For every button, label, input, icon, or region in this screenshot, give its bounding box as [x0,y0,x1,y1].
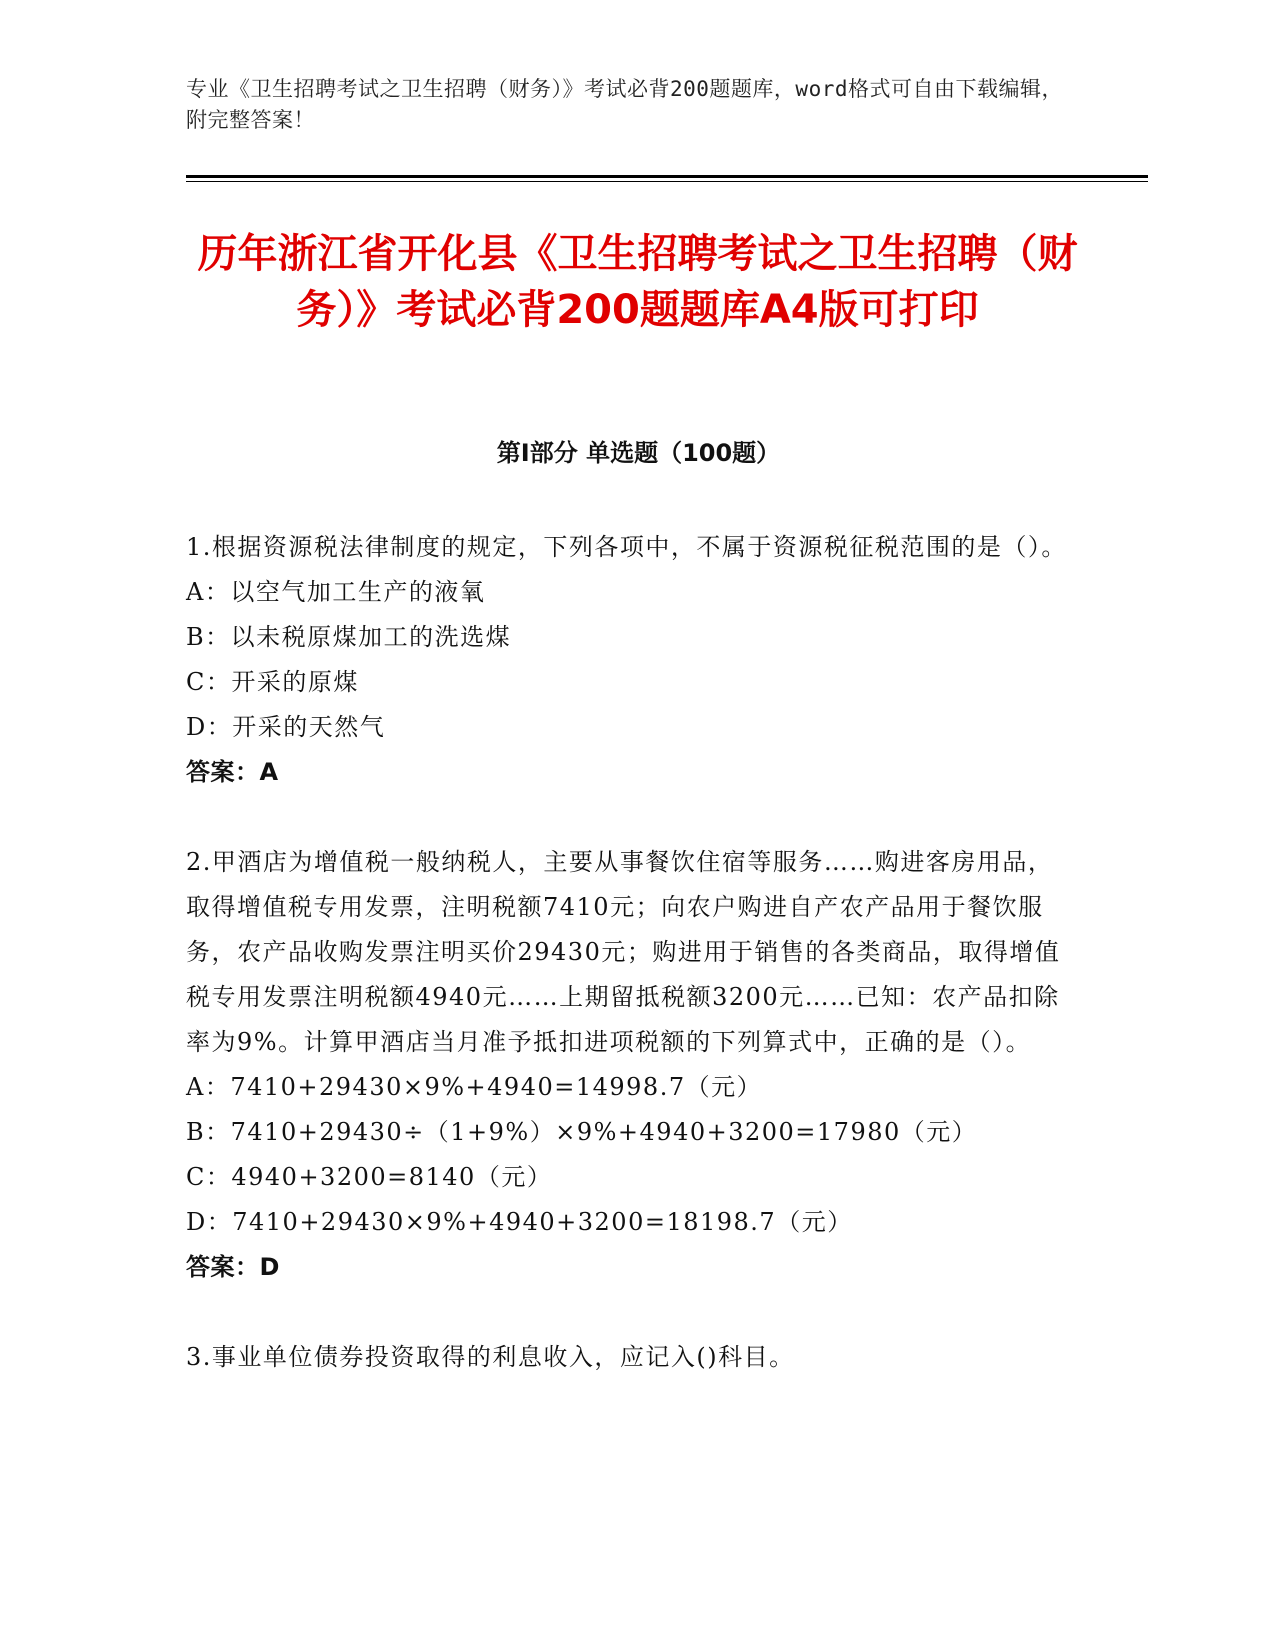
question-2 [186,840,1076,1290]
option-c: C：开采的原煤 [186,668,359,696]
option-d: D：开采的天然气 [186,713,386,741]
header-divider-thick [186,175,1148,178]
option-d: D：7410+29430×9%+4940+3200=18198.7（元） [186,1208,853,1236]
question-3 [186,1335,1076,1380]
option-b: B：7410+29430÷（1+9%）×9%+4940+3200=17980（元） [186,1118,978,1146]
option-c: C：4940+3200=8140（元） [186,1163,553,1191]
question-list [186,525,1076,1380]
option-b: B：以未税原煤加工的洗选煤 [186,623,512,651]
document-title: 历年浙江省开化县《卫生招聘考试之卫生招聘（财务）》考试必背200题题库A4版可打印 [197,231,1078,333]
question-1 [186,525,1076,795]
header-divider-thin [186,181,1148,182]
option-a: A：以空气加工生产的液氧 [186,578,486,606]
section-title: 第Ⅰ部分 单选题（100题） [496,439,781,467]
answer-label: 答案：D [186,1253,280,1281]
answer-label: 答案：A [186,758,279,786]
question-text: 1.根据资源税法律制度的规定，下列各项中，不属于资源税征税范围的是（）。 [186,533,1067,561]
question-text: 2.甲酒店为增值税一般纳税人，主要从事餐饮住宿等服务……购进客房用品，取得增值税专用发票，注明税额7410元；向农户购进自产农产品用于餐饮服务，农产品收购发票注明买价29430元；购进用于销售的各类商品，取得增值税专用发票注明税额4940元……上期留抵税额3200元……已知：农产品扣除率为9%。计算甲酒店当月准予抵扣进项税额的下列算式中，正确的是（）。 [186,848,1061,1056]
option-a: A：7410+29430×9%+4940=14998.7（元） [186,1073,763,1101]
question-text: 3.事业单位债券投资取得的利息收入，应记入()科目。 [186,1343,795,1371]
header-note: 专业《卫生招聘考试之卫生招聘（财务）》考试必背200题题库，word格式可自由下载编辑，附完整答案！ [186,77,1063,132]
